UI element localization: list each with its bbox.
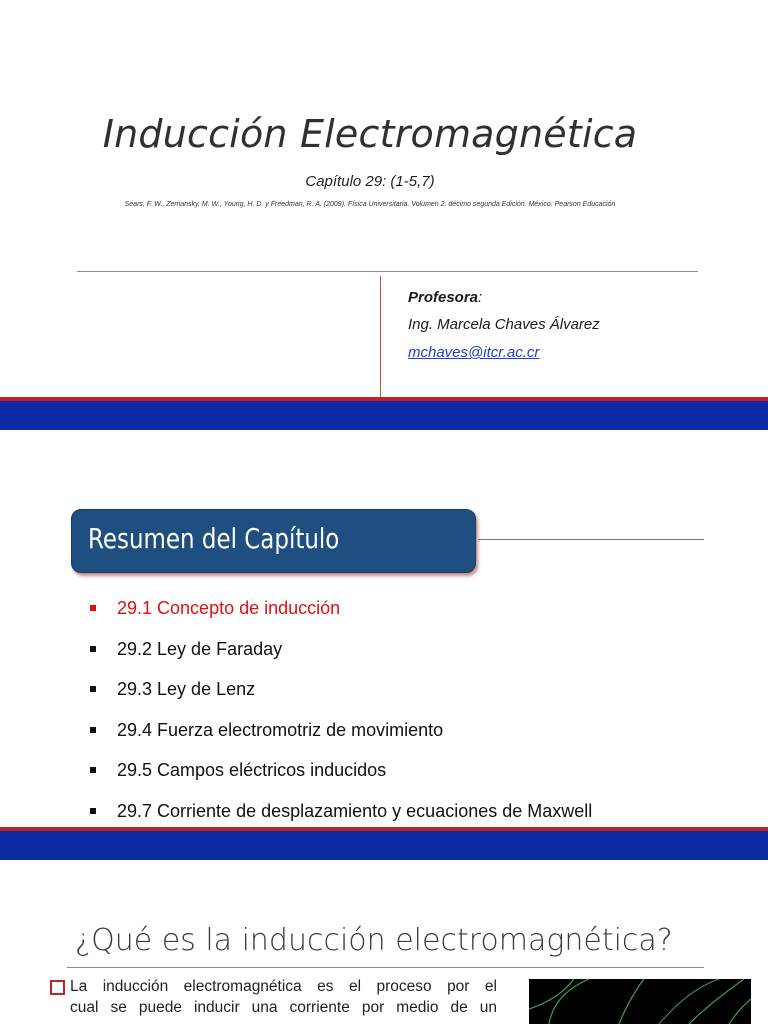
list-item bbox=[90, 760, 592, 801]
list-item bbox=[90, 598, 592, 639]
list-item bbox=[90, 679, 592, 720]
slide-title: Inducción Electromagnética bbox=[102, 112, 638, 156]
bullet-square-icon bbox=[90, 605, 96, 611]
horizontal-divider bbox=[77, 271, 698, 272]
reference-citation: Sears, F. W., Zemansky, M. W., Young, H. D. y Freedman, R. A. (2009). Física Universitaria. Volumen 2. décimo segunda Edición. México: Pearson Educación bbox=[124, 201, 616, 208]
paragraph-line: cual se puede inducir una corriente por medio de un bbox=[70, 999, 497, 1016]
chapter-topic-list bbox=[90, 598, 592, 841]
bullet-square-icon bbox=[90, 646, 96, 652]
list-item-label: 29.1 Concepto de inducción bbox=[117, 598, 341, 618]
field-lines-figure bbox=[529, 979, 751, 1024]
professor-label-text: Profesora bbox=[408, 289, 479, 306]
vertical-divider bbox=[380, 276, 381, 398]
section-header-title: Resumen del Capítulo bbox=[88, 522, 340, 555]
list-item-label: 29.5 Campos eléctricos inducidos bbox=[117, 760, 387, 780]
bullet-square-icon bbox=[90, 686, 96, 692]
field-lines-icon bbox=[529, 979, 751, 1024]
section-header-box bbox=[71, 509, 476, 573]
list-item-label: 29.3 Ley de Lenz bbox=[117, 679, 256, 699]
checkbox-bullet-icon bbox=[50, 980, 65, 995]
slide-band-blue bbox=[0, 401, 768, 430]
list-item-label: 29.2 Ley de Faraday bbox=[117, 638, 283, 659]
email-link[interactable]: mchaves@itcr.ac.cr bbox=[408, 344, 540, 361]
title-rule bbox=[67, 967, 704, 968]
header-rule bbox=[478, 539, 704, 540]
intro-paragraph bbox=[70, 976, 497, 1018]
bullet-square-icon bbox=[90, 808, 96, 814]
list-item bbox=[90, 639, 592, 680]
professor-name: Ing. Marcela Chaves Álvarez bbox=[408, 316, 600, 333]
slide-band-blue bbox=[0, 831, 768, 860]
professor-label bbox=[408, 289, 482, 306]
question-title: ¿Qué es la inducción electromagnética? bbox=[75, 923, 673, 958]
list-item-label: 29.7 Corriente de desplazamiento y ecuaciones de Maxwell bbox=[117, 800, 593, 821]
bullet-square-icon bbox=[90, 727, 96, 733]
paragraph-line: La inducción electromagnética es el proceso por el bbox=[70, 978, 497, 995]
bullet-square-icon bbox=[90, 767, 96, 773]
professor-colon: : bbox=[478, 289, 483, 306]
chapter-subtitle: Capítulo 29: (1-5,7) bbox=[305, 173, 435, 190]
list-item bbox=[90, 720, 592, 761]
list-item-label: 29.4 Fuerza electromotriz de movimiento bbox=[117, 719, 444, 740]
